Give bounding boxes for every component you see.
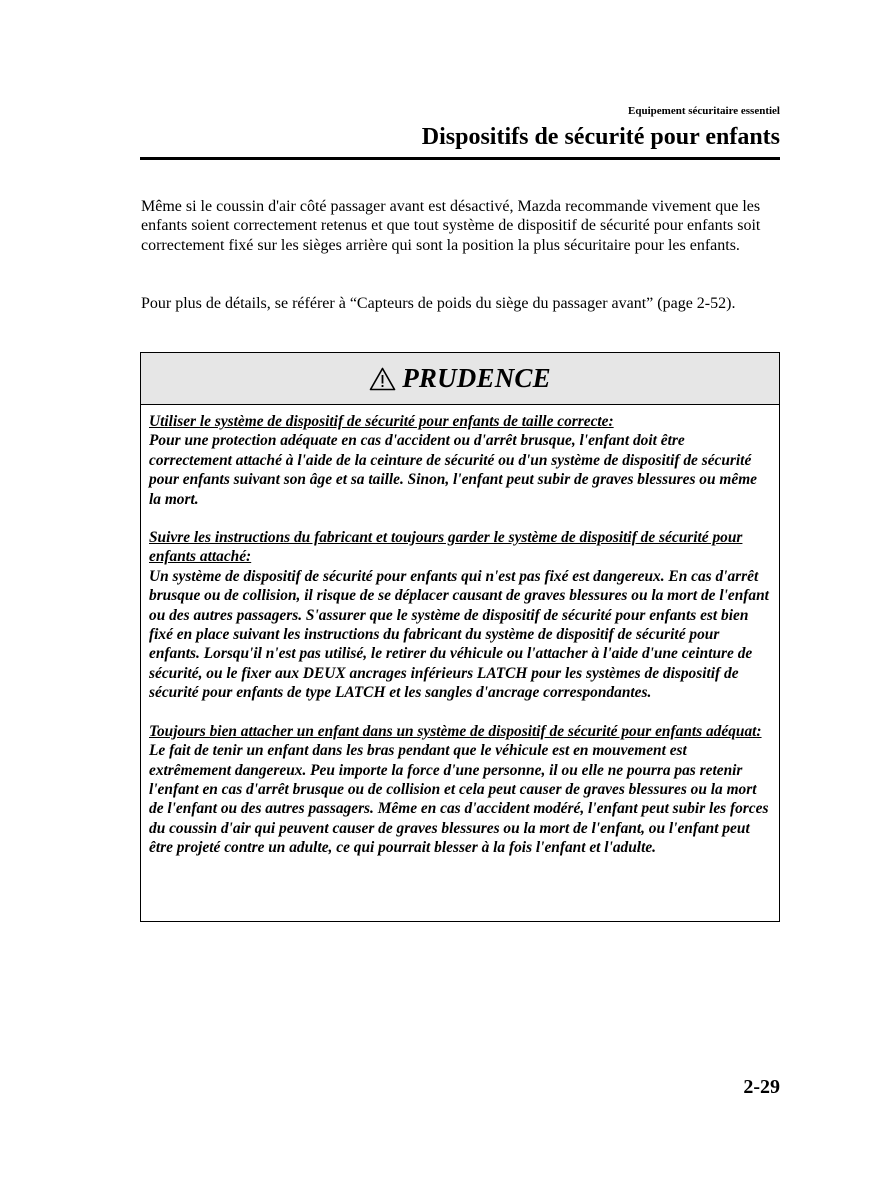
- page-title: Dispositifs de sécurité pour enfants: [421, 124, 780, 150]
- caution-item: [149, 528, 771, 703]
- page-number: 2-29: [743, 1076, 780, 1098]
- caution-body: [141, 405, 779, 858]
- caution-item-text: Pour une protection adéquate en cas d'accident ou d'arrêt brusque, l'enfant doit être correctement attaché à l'aide de la ceinture de sécurité ou d'un système de dispositif de sécurité pour enfants suivant son âge et sa taille. Sinon, l'enfant peut subir de graves blessures ou même la mort.: [149, 432, 757, 508]
- caution-item: [149, 412, 771, 509]
- intro-paragraph: Même si le coussin d'air côté passager avant est désactivé, Mazda recommande vivement que les enfants soient correctement retenus et que tout système de dispositif de sécurité pour enfants soit correctement fixé sur les sièges arrière qui sont la position la plus sécuritaire pour les enfants.: [141, 198, 761, 254]
- caution-item-text: Le fait de tenir un enfant dans les bras pendant que le véhicule est en mouvement est extrêmement dangereux. Peu importe la force d'une personne, il ou elle ne pourra pas retenir l'enfant en cas d'arrêt brusque ou de collision et cela peut causer de graves blessures ou la mort de l'enfant ou des autres passagers. Même en cas d'accident modéré, l'enfant peut subir les forces du coussin d'air qui peuvent causer de graves blessures ou la mort de l'enfant, ou l'enfant peut être projeté contre un adulte, ce qui pourrait blesser à la fois l'enfant et l'adulte.: [149, 742, 769, 857]
- caution-title: PRUDENCE: [402, 363, 551, 393]
- caution-item-heading: Suivre les instructions du fabricant et toujours garder le système de dispositif de sécurité pour enfants attaché:: [149, 529, 743, 566]
- caution-item-text: Un système de dispositif de sécurité pour enfants qui n'est pas fixé est dangereux. En cas d'arrêt brusque ou de collision, il risque de se déplacer causant de graves blessures ou la mort de l'enfant ou des autres passagers. S'assurer que le système de dispositif de sécurité pour enfants est bien fixé en place suivant les instructions du fabricant du système de dispositif de sécurité pour enfants. Lorsqu'il n'est pas utilisé, le retirer du véhicule ou l'attacher à l'aide d'une ceinture de sécurité, ou le fixer aux DEUX ancrages inférieurs LATCH pour les systèmes de dispositif de sécurité pour enfants de type LATCH et les sangles d'ancrage correspondantes.: [149, 567, 769, 702]
- header-divider: [140, 157, 780, 160]
- warning-triangle-icon: [369, 367, 396, 391]
- page-header: [140, 104, 780, 152]
- reference-paragraph: Pour plus de détails, se référer à “Capteurs de poids du siège du passager avant” (page 2-52).: [141, 295, 736, 312]
- section-label: Equipement sécuritaire essentiel: [628, 105, 780, 117]
- caution-item-heading: Utiliser le système de dispositif de sécurité pour enfants de taille correcte:: [149, 413, 614, 430]
- caution-box: [140, 352, 780, 922]
- caution-header: [141, 353, 779, 405]
- caution-item-heading: Toujours bien attacher un enfant dans un système de dispositif de sécurité pour enfants adéquat:: [149, 722, 762, 740]
- caution-item: [149, 722, 771, 858]
